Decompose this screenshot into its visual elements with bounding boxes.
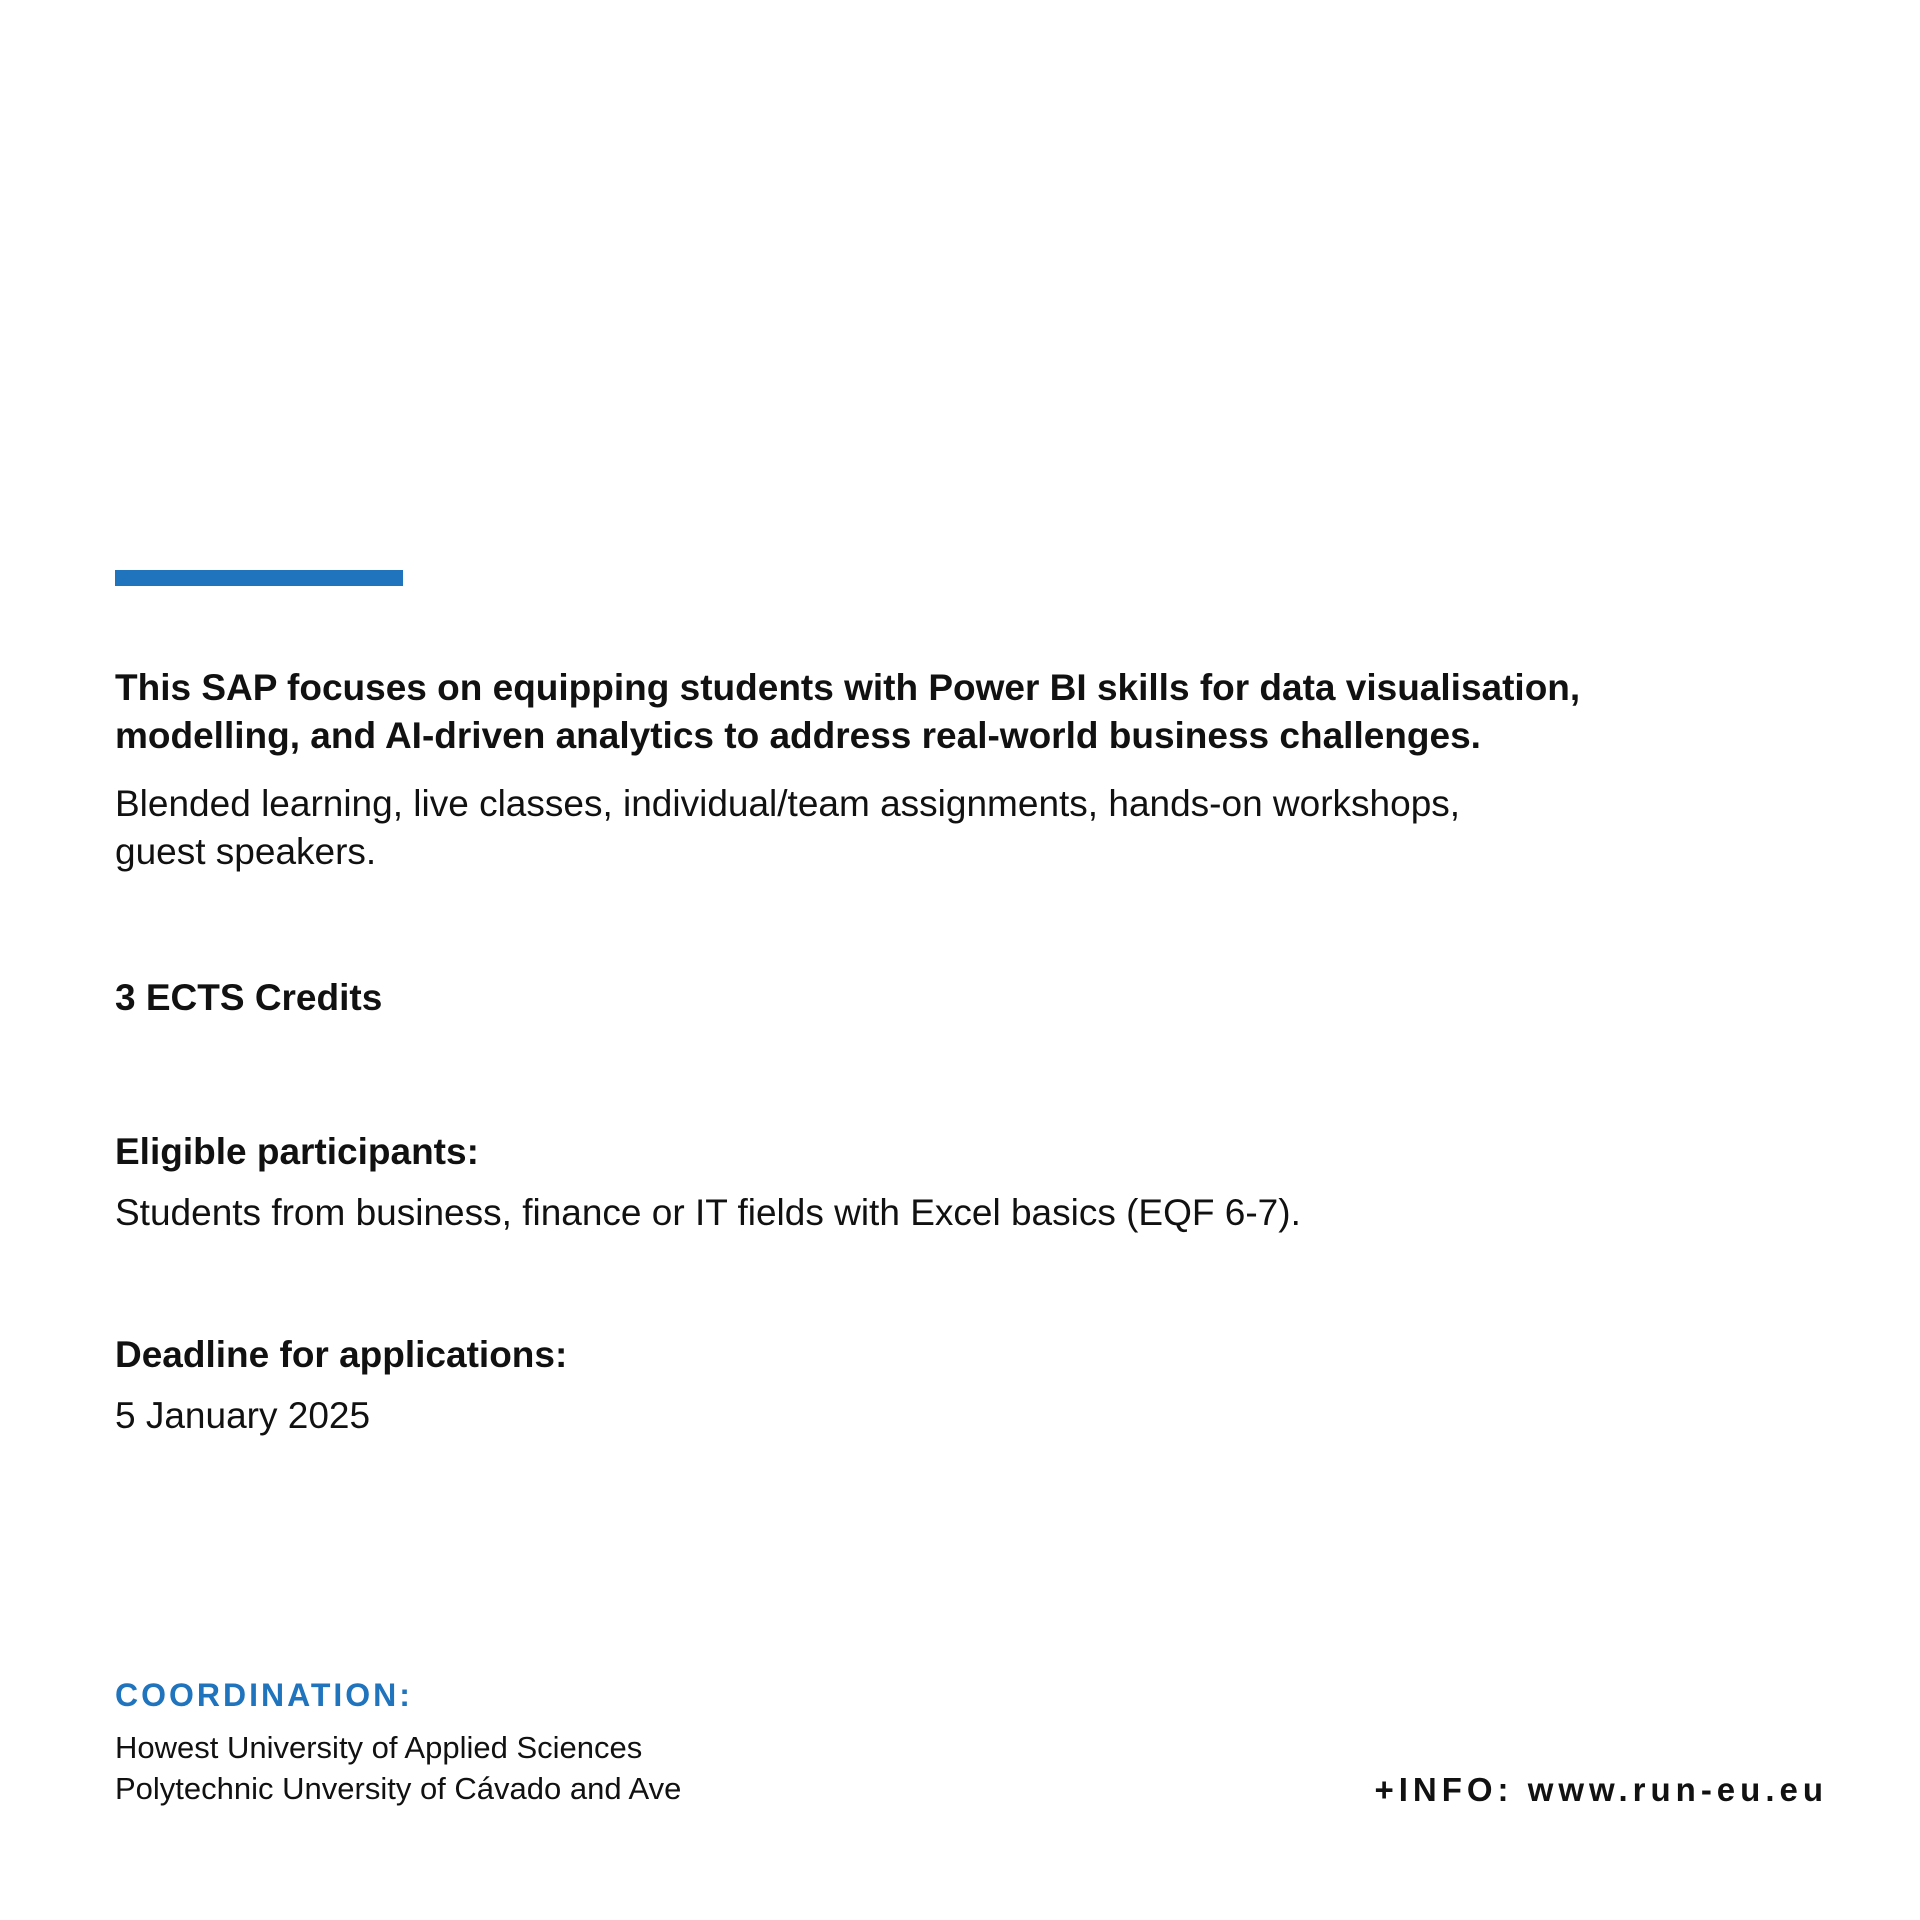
deadline-date: 5 January 2025 [115,1395,371,1436]
learning-format-line-1: Blended learning, live classes, individual/team assignments, hands-on workshops, [115,783,1461,824]
program-summary-line-1: This SAP focuses on equipping students with Power BI skills for data visualisation, [115,667,1581,708]
ects-credits: 3 ECTS Credits [115,977,383,1018]
coordination-institution: Polytechnic Unversity of Cávado and Ave [115,1771,682,1806]
learning-format-line-2: guest speakers. [115,831,377,872]
deadline-heading: Deadline for applications: [115,1334,568,1375]
program-summary-line-2: modelling, and AI-driven analytics to address real-world business challenges. [115,715,1481,756]
eligible-heading: Eligible participants: [115,1131,479,1172]
info-link[interactable]: +INFO: www.run-eu.eu [1374,1771,1828,1808]
coordination-heading: COORDINATION: [115,1677,413,1713]
accent-bar [115,570,403,586]
coordination-institution: Howest University of Applied Sciences [115,1730,643,1765]
learning-format [115,780,1635,876]
program-summary [115,664,1675,760]
eligible-text: Students from business, finance or IT fields with Excel basics (EQF 6-7). [115,1192,1301,1233]
